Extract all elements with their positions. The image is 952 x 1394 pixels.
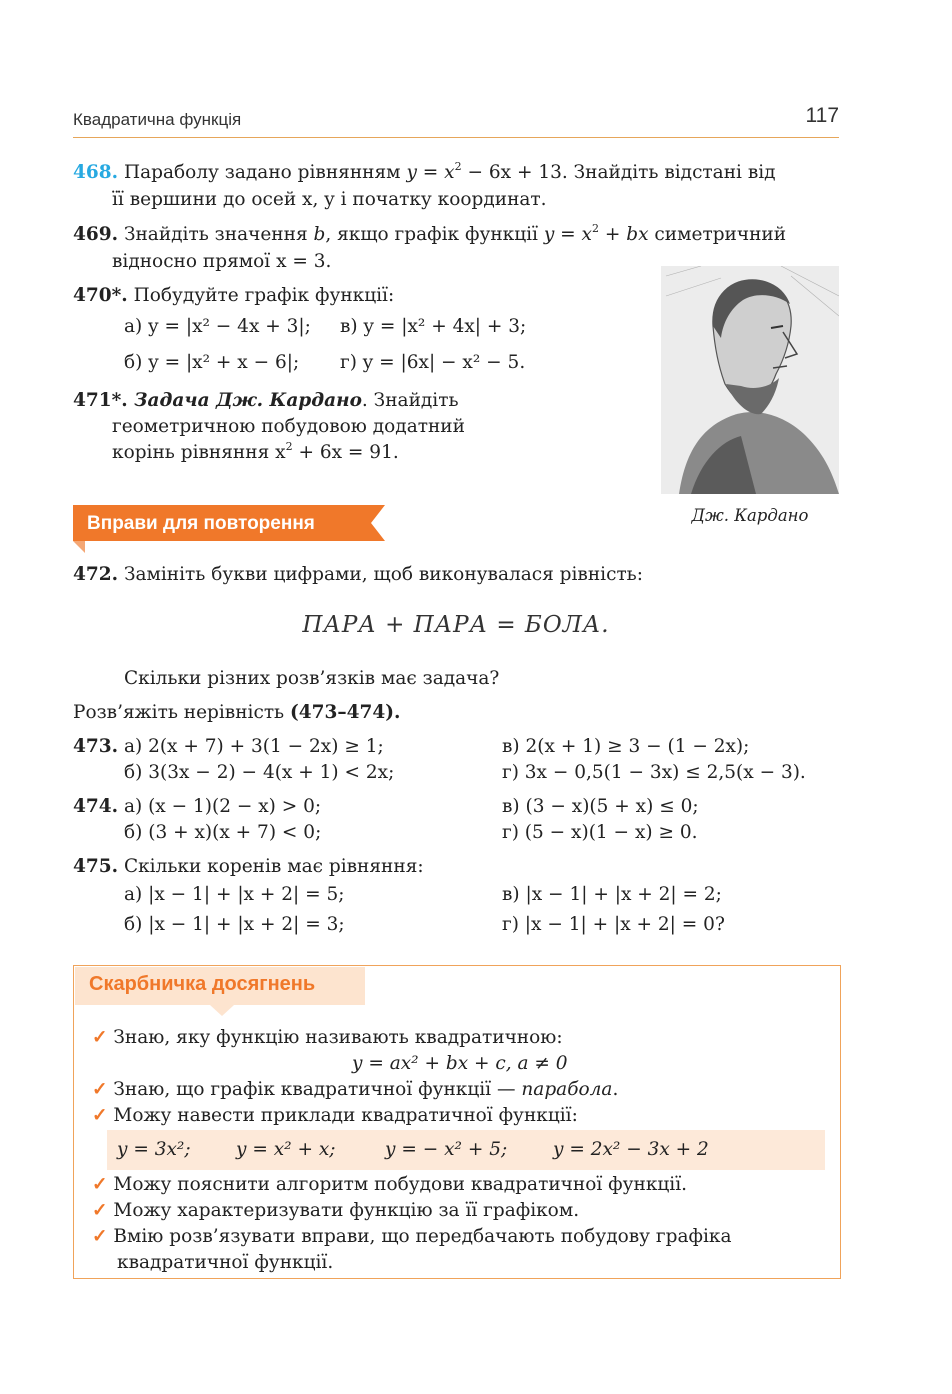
portrait-caption: Дж. Кардано bbox=[691, 506, 809, 525]
achievements-tab-pointer bbox=[210, 1005, 234, 1017]
text: − 6x + 13. Знайдіть відстані від bbox=[461, 162, 776, 183]
cardano-portrait bbox=[661, 266, 839, 494]
text: Можу навести приклади квадратичної функції: bbox=[113, 1105, 578, 1126]
text: Вмію розв’язувати вправи, що передбачають побудову графіка bbox=[113, 1226, 732, 1247]
problem-468-line1 bbox=[73, 160, 776, 186]
problem-470-g: г) y = |6x| − x² − 5. bbox=[340, 352, 526, 373]
emphasis: парабола bbox=[521, 1079, 613, 1100]
achievement-item-4 bbox=[92, 1172, 687, 1198]
text: Можу пояснити алгоритм побудови квадратичної функції. bbox=[113, 1174, 688, 1195]
review-section-title: Вправи для повторення bbox=[87, 513, 315, 534]
text: корінь рівняння x bbox=[112, 442, 286, 463]
problem-469-line2: відносно прямої x = 3. bbox=[112, 251, 332, 272]
problem-474-a bbox=[73, 794, 321, 820]
text: а) 2(x + 7) + 3(1 − 2x) ≥ 1; bbox=[118, 736, 384, 757]
problem-473-g: г) 3x − 0,5(1 − 3x) ≤ 2,5(x − 3). bbox=[502, 762, 806, 783]
problem-474-v: в) (3 − x)(5 + x) ≤ 0; bbox=[502, 796, 699, 817]
math: y = x bbox=[543, 224, 592, 245]
problem-470-intro bbox=[73, 283, 394, 309]
exponent: 2 bbox=[592, 222, 599, 235]
achievement-item-3 bbox=[92, 1103, 578, 1129]
problem-472-line1 bbox=[73, 562, 643, 588]
example-3: y = − x² + 5; bbox=[385, 1139, 508, 1160]
achievement-item-1 bbox=[92, 1025, 563, 1051]
problem-474-b: б) (3 + x)(x + 7) < 0; bbox=[124, 822, 322, 843]
running-header-title: Квадратична функція bbox=[73, 110, 242, 129]
text: Параболу задано рівнянням bbox=[123, 162, 407, 183]
example-2: y = x² + x; bbox=[236, 1139, 336, 1160]
problem-469-line1 bbox=[73, 222, 786, 248]
math: y = x bbox=[406, 162, 455, 183]
problem-471-line3 bbox=[112, 440, 399, 466]
math: b bbox=[313, 224, 326, 245]
achievement-item-5 bbox=[92, 1198, 579, 1224]
text: Замініть букви цифрами, щоб виконувалася рівність: bbox=[118, 564, 643, 585]
check-icon: ✓ bbox=[92, 1226, 108, 1247]
text: Скільки коренів має рівняння: bbox=[118, 856, 424, 877]
problem-number: 472. bbox=[73, 564, 119, 585]
problem-title: Задача Дж. Кардано bbox=[127, 390, 362, 411]
solve-inequalities-intro bbox=[73, 700, 400, 726]
problem-471-line2: геометричною побудовою додатний bbox=[112, 416, 465, 437]
problem-472-question: Скільки різних розв’язків має задача? bbox=[124, 668, 500, 689]
problem-number: 475. bbox=[73, 856, 119, 877]
check-icon: ✓ bbox=[92, 1174, 108, 1195]
problem-475-g: г) |x − 1| + |x + 2| = 0? bbox=[502, 914, 725, 935]
problem-470-v: в) y = |x² + 4x| + 3; bbox=[340, 316, 527, 337]
example-4: y = 2x² − 3x + 2 bbox=[553, 1139, 709, 1160]
check-icon: ✓ bbox=[92, 1079, 108, 1100]
text: а) (x − 1)(2 − x) > 0; bbox=[118, 796, 322, 817]
achievement-item-2 bbox=[92, 1077, 618, 1103]
exponent: 2 bbox=[285, 440, 293, 453]
text: Побудуйте графік функції: bbox=[127, 285, 395, 306]
text: Знайдіть значення bbox=[118, 224, 314, 245]
problem-474-g: г) (5 − x)(1 − x) ≥ 0. bbox=[502, 822, 698, 843]
achievement-item-6 bbox=[92, 1224, 731, 1250]
problem-number: 474. bbox=[73, 796, 119, 817]
problem-470-b: б) y = |x² + x − 6|; bbox=[124, 352, 300, 373]
quadratic-formula: y = ax² + bx + c, a ≠ 0 bbox=[352, 1053, 568, 1074]
exponent: 2 bbox=[454, 160, 462, 173]
example-1: y = 3x²; bbox=[117, 1139, 191, 1160]
problem-472-equation: ПАРА + ПАРА = БОЛА. bbox=[302, 612, 610, 638]
check-icon: ✓ bbox=[92, 1027, 108, 1048]
text: Знаю, яку функцію називають квадратичною: bbox=[113, 1027, 563, 1048]
problem-473-a bbox=[73, 734, 384, 760]
text: симетричний bbox=[648, 224, 787, 245]
text: . bbox=[612, 1079, 619, 1100]
problem-number: 468. bbox=[73, 162, 119, 183]
page-number: 117 bbox=[805, 104, 839, 127]
problem-471-line1 bbox=[73, 388, 459, 414]
problem-number: 469. bbox=[73, 224, 119, 245]
text: Знаю, що графік квадратичної функції — bbox=[113, 1079, 522, 1100]
problem-475-a: а) |x − 1| + |x + 2| = 5; bbox=[124, 884, 345, 905]
problem-473-b: б) 3(3x − 2) − 4(x + 1) < 2x; bbox=[124, 762, 395, 783]
problem-475-b: б) |x − 1| + |x + 2| = 3; bbox=[124, 914, 345, 935]
text: + 6x = 91. bbox=[292, 442, 399, 463]
problem-number: 471*. bbox=[73, 390, 128, 411]
problem-475-intro bbox=[73, 854, 424, 880]
problem-number: 473. bbox=[73, 736, 119, 757]
achievements-title: Скарбничка досягнень bbox=[89, 973, 316, 995]
problem-473-v: в) 2(x + 1) ≥ 3 − (1 − 2x); bbox=[502, 736, 750, 757]
range: (473–474). bbox=[290, 702, 401, 723]
check-icon: ✓ bbox=[92, 1200, 108, 1221]
problem-468-line2: її вершини до осей x, y і початку координат. bbox=[112, 189, 547, 210]
text: , якщо графік функції bbox=[325, 224, 544, 245]
achievement-item-6-cont: квадратичної функції. bbox=[117, 1252, 334, 1273]
problem-470-a: а) y = |x² − 4x + 3|; bbox=[124, 316, 311, 337]
text: . Знайдіть bbox=[361, 390, 459, 411]
header-rule bbox=[73, 137, 839, 138]
check-icon: ✓ bbox=[92, 1105, 108, 1126]
problem-number: 470*. bbox=[73, 285, 128, 306]
problem-475-v: в) |x − 1| + |x + 2| = 2; bbox=[502, 884, 722, 905]
text: Можу характеризувати функцію за її графіком. bbox=[113, 1200, 580, 1221]
text: Розв’яжіть нерівність bbox=[73, 702, 291, 723]
math: + bx bbox=[599, 224, 649, 245]
